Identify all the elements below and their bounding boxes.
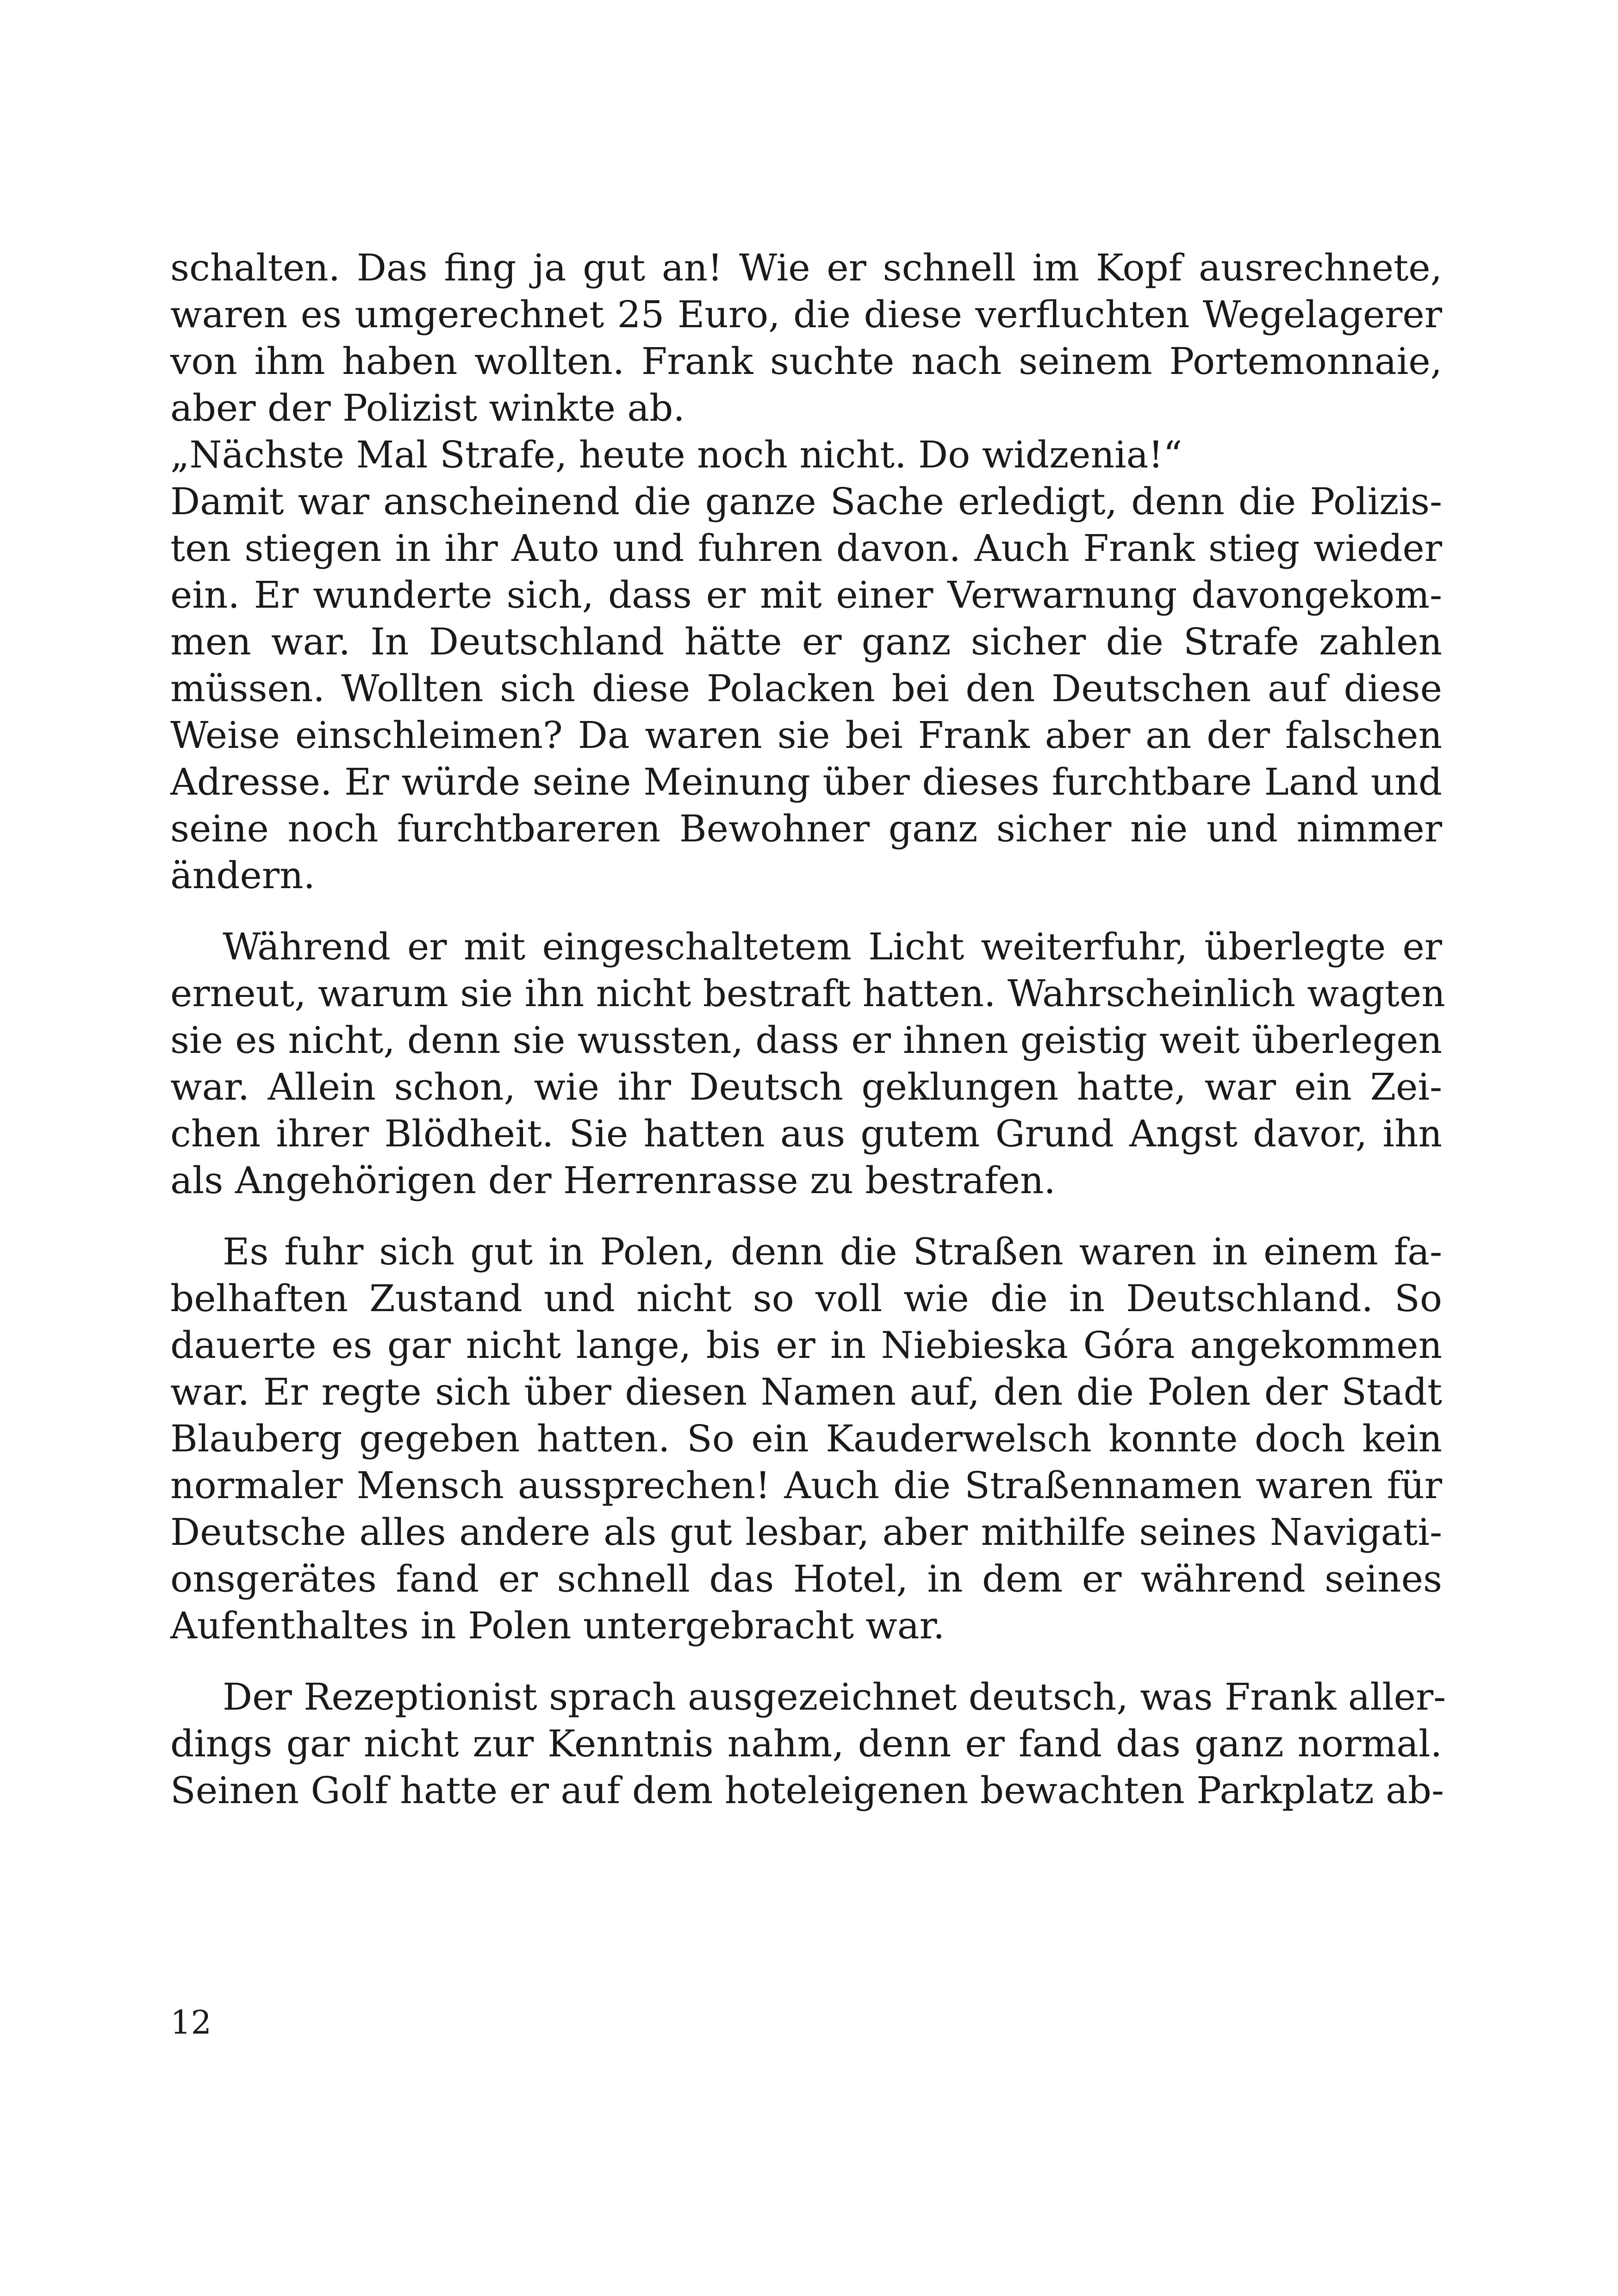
text-line: Aufenthaltes in Polen untergebracht war. — [170, 1604, 945, 1647]
text-line: sie es nicht, denn sie wussten, dass er ihnen geistig weit überlegen — [170, 1019, 1442, 1062]
text-line: Deutsche alles andere als gut lesbar, aber mithilfe seines Navigati- — [170, 1511, 1442, 1554]
text-line: ten stiegen in ihr Auto und fuhren davon. Auch Frank stieg wieder — [170, 527, 1442, 570]
text-line: men war. In Deutschland hätte er ganz sicher die Strafe zahlen — [170, 620, 1442, 663]
text-line: als Angehörigen der Herrenrasse zu bestrafen. — [170, 1159, 1056, 1202]
text-line: erneut, warum sie ihn nicht bestraft hatten. Wahrscheinlich wagten — [170, 972, 1445, 1015]
paragraph-3 — [170, 1228, 1442, 1649]
text-line: chen ihrer Blödheit. Sie hatten aus gutem Grund Angst davor, ihn — [170, 1112, 1442, 1155]
text-line: Blauberg gegeben hatten. So ein Kauderwelsch konnte doch kein — [170, 1417, 1442, 1460]
text-line: ein. Er wunderte sich, dass er mit einer Verwarnung davongekom- — [170, 573, 1442, 616]
text-line: Während er mit eingeschaltetem Licht weiterfuhr, überlegte er — [223, 925, 1442, 968]
text-line: normaler Mensch aussprechen! Auch die Straßennamen waren für — [170, 1464, 1442, 1507]
text-line: aber der Polizist winkte ab. — [170, 386, 685, 429]
text-line: seine noch furchtbareren Bewohner ganz sicher nie und nimmer — [170, 807, 1442, 850]
text-line: Weise einschleimen? Da waren sie bei Frank aber an der falschen — [170, 714, 1442, 757]
text-line: von ihm haben wollten. Frank suchte nach seinem Portemonnaie, — [170, 340, 1442, 383]
text-line: war. Er regte sich über diesen Namen auf, den die Polen der Stadt — [170, 1370, 1442, 1413]
text-line: dauerte es gar nicht lange, bis er in Niebieska Góra angekommen — [170, 1324, 1442, 1367]
paragraph-4 — [170, 1674, 1446, 1814]
text-line: Der Rezeptionist sprach ausgezeichnet deutsch, was Frank aller- — [223, 1675, 1446, 1718]
text-line: war. Allein schon, wie ihr Deutsch geklungen hatte, war ein Zei- — [170, 1065, 1442, 1108]
page-number: 12 — [170, 2004, 212, 2041]
text-line: waren es umgerechnet 25 Euro, die diese verfluchten Wegelagerer — [170, 293, 1442, 336]
paragraph-1 — [170, 244, 1442, 899]
text-line: Adresse. Er würde seine Meinung über dieses furchtbare Land und — [170, 760, 1442, 803]
text-line: „Nächste Mal Strafe, heute noch nicht. Do widzenia!“ — [170, 433, 1182, 476]
text-line: belhaften Zustand und nicht so voll wie die in Deutschland. So — [170, 1277, 1442, 1320]
text-line: Es fuhr sich gut in Polen, denn die Straßen waren in einem fa- — [223, 1230, 1442, 1273]
paragraph-2 — [170, 923, 1445, 1204]
text-line: Damit war anscheinend die ganze Sache erledigt, denn die Polizis- — [170, 480, 1442, 523]
body-text — [170, 244, 1446, 1814]
text-line: Seinen Golf hatte er auf dem hoteleigenen bewachten Parkplatz ab- — [170, 1769, 1444, 1812]
text-line: müssen. Wollten sich diese Polacken bei den Deutschen auf diese — [170, 667, 1442, 710]
text-line: ändern. — [170, 854, 315, 897]
text-line: onsgerätes fand er schnell das Hotel, in dem er während seines — [170, 1557, 1442, 1600]
text-line: dings gar nicht zur Kenntnis nahm, denn er fand das ganz normal. — [170, 1722, 1442, 1765]
text-line: schalten. Das fing ja gut an! Wie er schnell im Kopf ausrechnete, — [170, 246, 1442, 289]
